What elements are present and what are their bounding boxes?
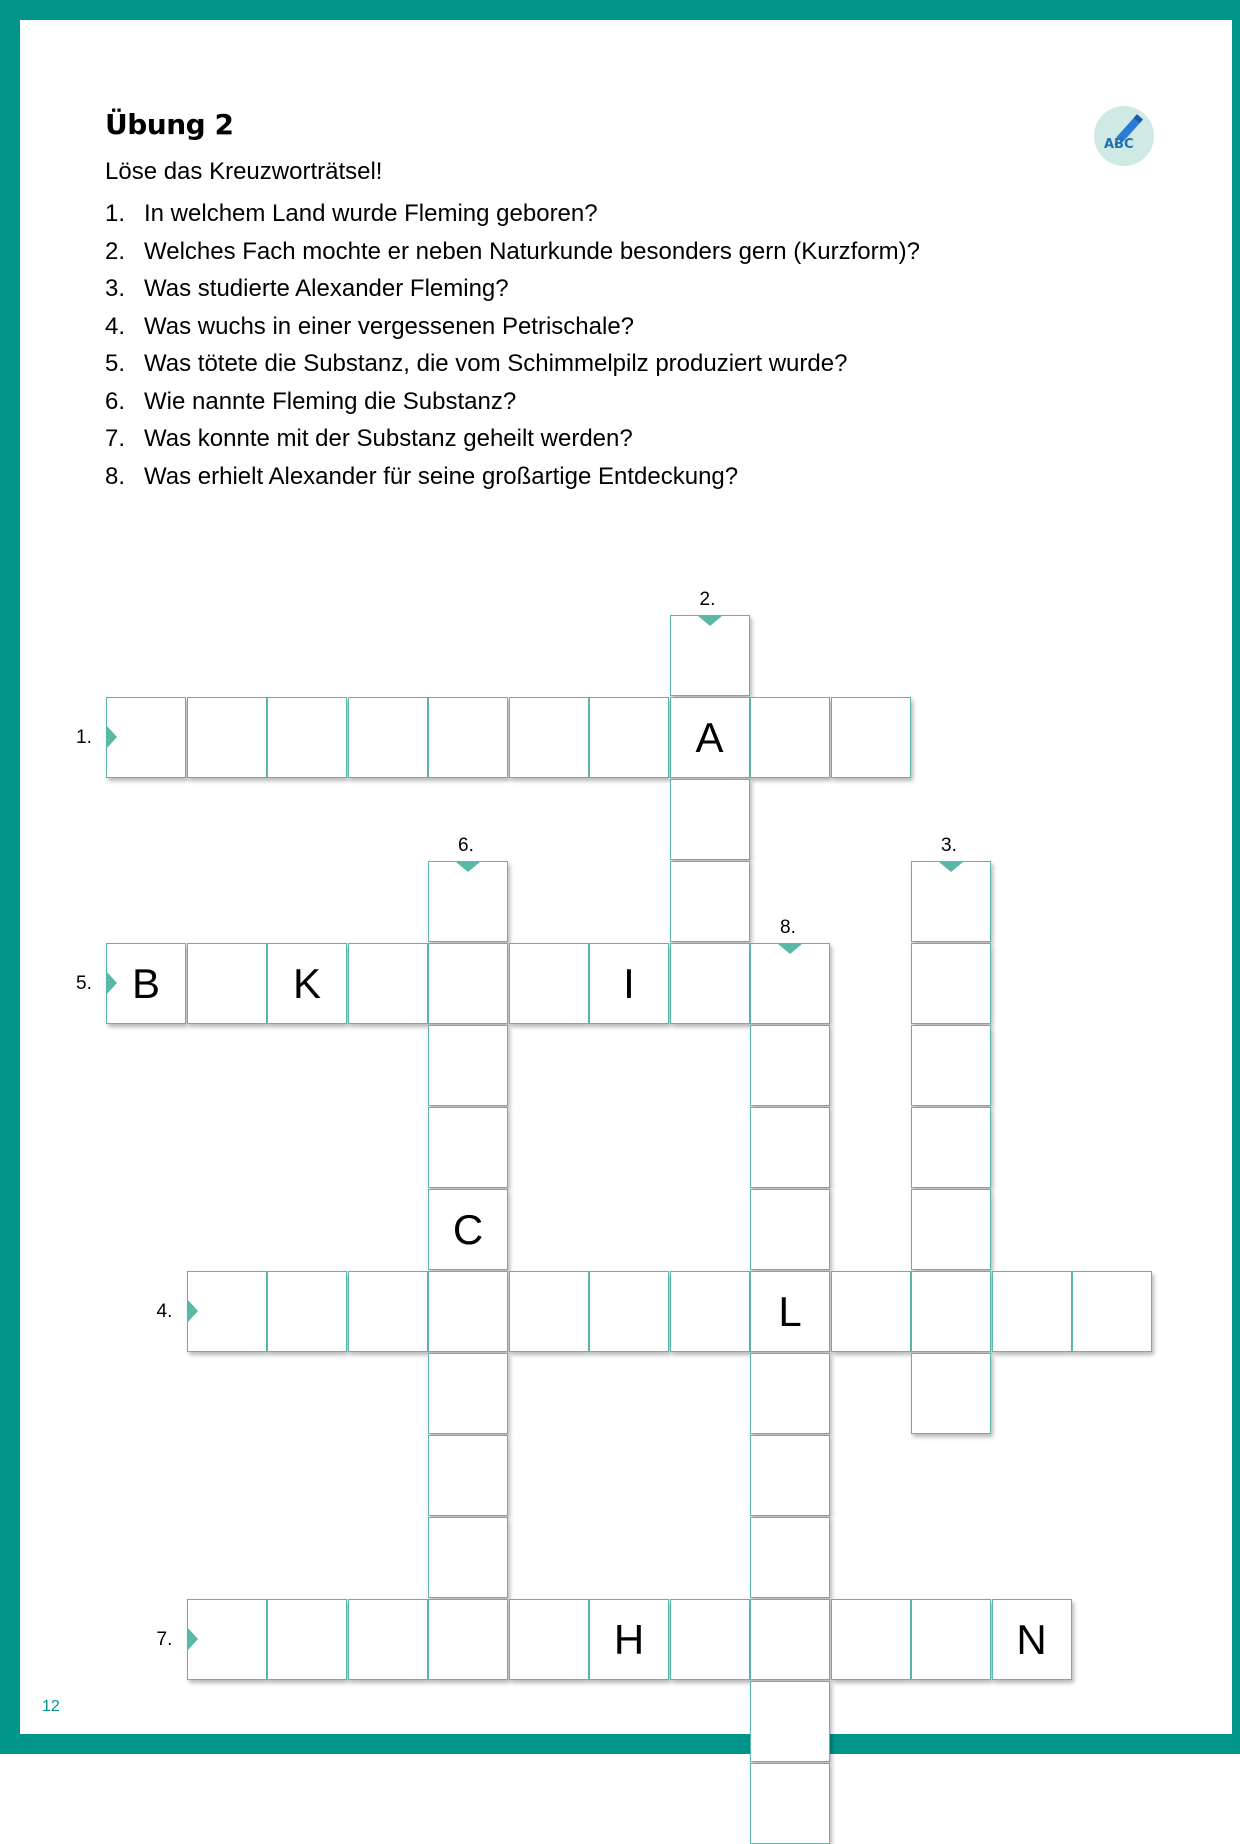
pencil-abc-icon	[1094, 106, 1154, 166]
crossword-cell[interactable]	[670, 943, 750, 1024]
crossword-cell[interactable]	[911, 1107, 991, 1188]
page-frame-bottom	[0, 1734, 1240, 1754]
clue-text: Was studierte Alexander Fleming?	[144, 275, 509, 302]
crossword-cell[interactable]	[428, 1271, 508, 1352]
down-arrow-icon	[939, 862, 963, 872]
clue-label-5: 5.	[76, 973, 92, 994]
page-frame-left	[0, 0, 20, 1754]
clue-number: 8.	[105, 462, 126, 490]
across-arrow-icon	[107, 726, 117, 748]
crossword-cell[interactable]	[187, 697, 267, 778]
clue-item	[105, 420, 920, 458]
crossword-cell[interactable]: C	[428, 1189, 508, 1270]
crossword-cell[interactable]	[750, 1025, 830, 1106]
crossword-cell[interactable]	[106, 697, 186, 778]
crossword-cell[interactable]	[509, 1271, 589, 1352]
clue-number: 1.	[105, 200, 126, 227]
clue-item	[105, 383, 920, 421]
clue-item	[105, 233, 920, 271]
crossword-cell[interactable]	[670, 861, 750, 942]
crossword-cell[interactable]	[348, 1599, 428, 1680]
crossword-cell[interactable]	[831, 1271, 911, 1352]
clue-label-8: 8.	[780, 917, 796, 938]
crossword-cell[interactable]	[670, 1271, 750, 1352]
crossword-cell[interactable]	[267, 1271, 347, 1352]
crossword-cell[interactable]	[187, 1271, 267, 1352]
crossword-cell[interactable]	[428, 861, 508, 942]
clue-number: 5.	[105, 350, 126, 377]
crossword-cell[interactable]	[670, 615, 750, 696]
clue-text: Was tötete die Substanz, die vom Schimmelpilz produziert wurde?	[144, 350, 848, 377]
crossword-cell[interactable]	[589, 1271, 669, 1352]
clue-list	[105, 195, 920, 495]
crossword-cell[interactable]: A	[670, 697, 750, 778]
crossword-cell[interactable]	[187, 1599, 267, 1680]
crossword-cell[interactable]	[911, 1271, 991, 1352]
clue-number: 3.	[105, 275, 126, 302]
down-arrow-icon	[698, 616, 722, 626]
crossword-cell[interactable]: L	[750, 1271, 830, 1352]
clue-label-7: 7.	[156, 1629, 173, 1650]
clue-number: 7.	[105, 425, 126, 452]
crossword-cell[interactable]	[428, 697, 508, 778]
crossword-cell[interactable]	[750, 1599, 830, 1680]
exercise-instruction: Löse das Kreuzworträtsel!	[105, 158, 383, 185]
clue-label-6: 6.	[458, 835, 474, 856]
page-number: 12	[42, 1698, 60, 1715]
icon-text: ABC	[1104, 137, 1134, 152]
crossword-cell[interactable]	[428, 1025, 508, 1106]
clue-number: 4.	[105, 312, 126, 340]
crossword-cell[interactable]	[348, 943, 428, 1024]
clue-number: 6.	[105, 387, 126, 415]
crossword-cell[interactable]	[348, 1271, 428, 1352]
crossword-cell[interactable]	[911, 1189, 991, 1270]
crossword-cell[interactable]	[428, 1517, 508, 1598]
crossword-cell[interactable]: N	[992, 1599, 1072, 1680]
crossword-cell[interactable]: K	[267, 943, 347, 1024]
clue-label-1: 1.	[76, 727, 92, 748]
clue-text: Was konnte mit der Substanz geheilt werden?	[144, 425, 633, 452]
crossword-cell[interactable]	[589, 697, 669, 778]
crossword-cell[interactable]	[750, 1435, 830, 1516]
crossword-cell[interactable]	[1072, 1271, 1152, 1352]
exercise-title: Übung 2	[105, 108, 234, 141]
clue-item	[105, 308, 920, 346]
crossword-cell[interactable]	[750, 1353, 830, 1434]
crossword-cell[interactable]	[267, 697, 347, 778]
crossword-cell[interactable]	[750, 697, 830, 778]
crossword-cell[interactable]	[670, 779, 750, 860]
crossword-cell[interactable]	[750, 1763, 830, 1844]
crossword-cell[interactable]	[428, 1107, 508, 1188]
crossword-cell[interactable]	[750, 1517, 830, 1598]
clue-label-3: 3.	[941, 835, 957, 856]
crossword-cell[interactable]	[428, 1599, 508, 1680]
crossword-cell[interactable]	[831, 697, 911, 778]
crossword-cell[interactable]	[670, 1599, 750, 1680]
clue-label-4: 4.	[156, 1301, 173, 1322]
crossword-cell[interactable]	[750, 1107, 830, 1188]
clue-label-2: 2.	[699, 589, 716, 610]
crossword-cell[interactable]	[911, 1353, 991, 1434]
clue-text: Was erhielt Alexander für seine großartige Entdeckung?	[144, 462, 739, 490]
clue-text: Wie nannte Fleming die Substanz?	[144, 387, 517, 415]
clue-item	[105, 270, 920, 308]
down-arrow-icon	[778, 944, 802, 954]
crossword-cell[interactable]	[992, 1271, 1072, 1352]
crossword-cell[interactable]: B	[106, 943, 186, 1024]
page-frame-right	[1232, 0, 1240, 1754]
across-arrow-icon	[188, 1628, 198, 1650]
crossword-cell[interactable]	[750, 943, 830, 1024]
crossword-cell[interactable]	[911, 1025, 991, 1106]
across-arrow-icon	[188, 1300, 198, 1322]
crossword-cell[interactable]	[428, 1435, 508, 1516]
crossword-cell[interactable]	[911, 861, 991, 942]
clue-item	[105, 458, 920, 496]
clue-item	[105, 195, 920, 233]
crossword-cell[interactable]: I	[589, 943, 669, 1024]
crossword-cell[interactable]	[428, 943, 508, 1024]
clue-text: Welches Fach mochte er neben Naturkunde besonders gern (Kurzform)?	[144, 237, 920, 265]
crossword-cell[interactable]	[348, 697, 428, 778]
crossword-cell[interactable]	[750, 1681, 830, 1762]
crossword-cell[interactable]	[509, 697, 589, 778]
crossword-cell[interactable]: H	[589, 1599, 669, 1680]
across-arrow-icon	[107, 972, 117, 994]
crossword-cell[interactable]	[509, 1599, 589, 1680]
clue-item	[105, 345, 920, 383]
crossword-cell[interactable]	[911, 1599, 991, 1680]
down-arrow-icon	[456, 862, 480, 872]
clue-text: In welchem Land wurde Fleming geboren?	[144, 200, 598, 227]
crossword-cell[interactable]	[509, 943, 589, 1024]
crossword-cell[interactable]	[267, 1599, 347, 1680]
clue-text: Was wuchs in einer vergessenen Petrischale?	[144, 312, 635, 340]
crossword-cell[interactable]	[187, 943, 267, 1024]
clue-number: 2.	[105, 237, 126, 265]
crossword-cell[interactable]	[750, 1189, 830, 1270]
crossword-cell[interactable]	[911, 943, 991, 1024]
crossword-cell[interactable]	[428, 1353, 508, 1434]
crossword-cell[interactable]	[831, 1599, 911, 1680]
page-frame-top	[0, 0, 1240, 20]
